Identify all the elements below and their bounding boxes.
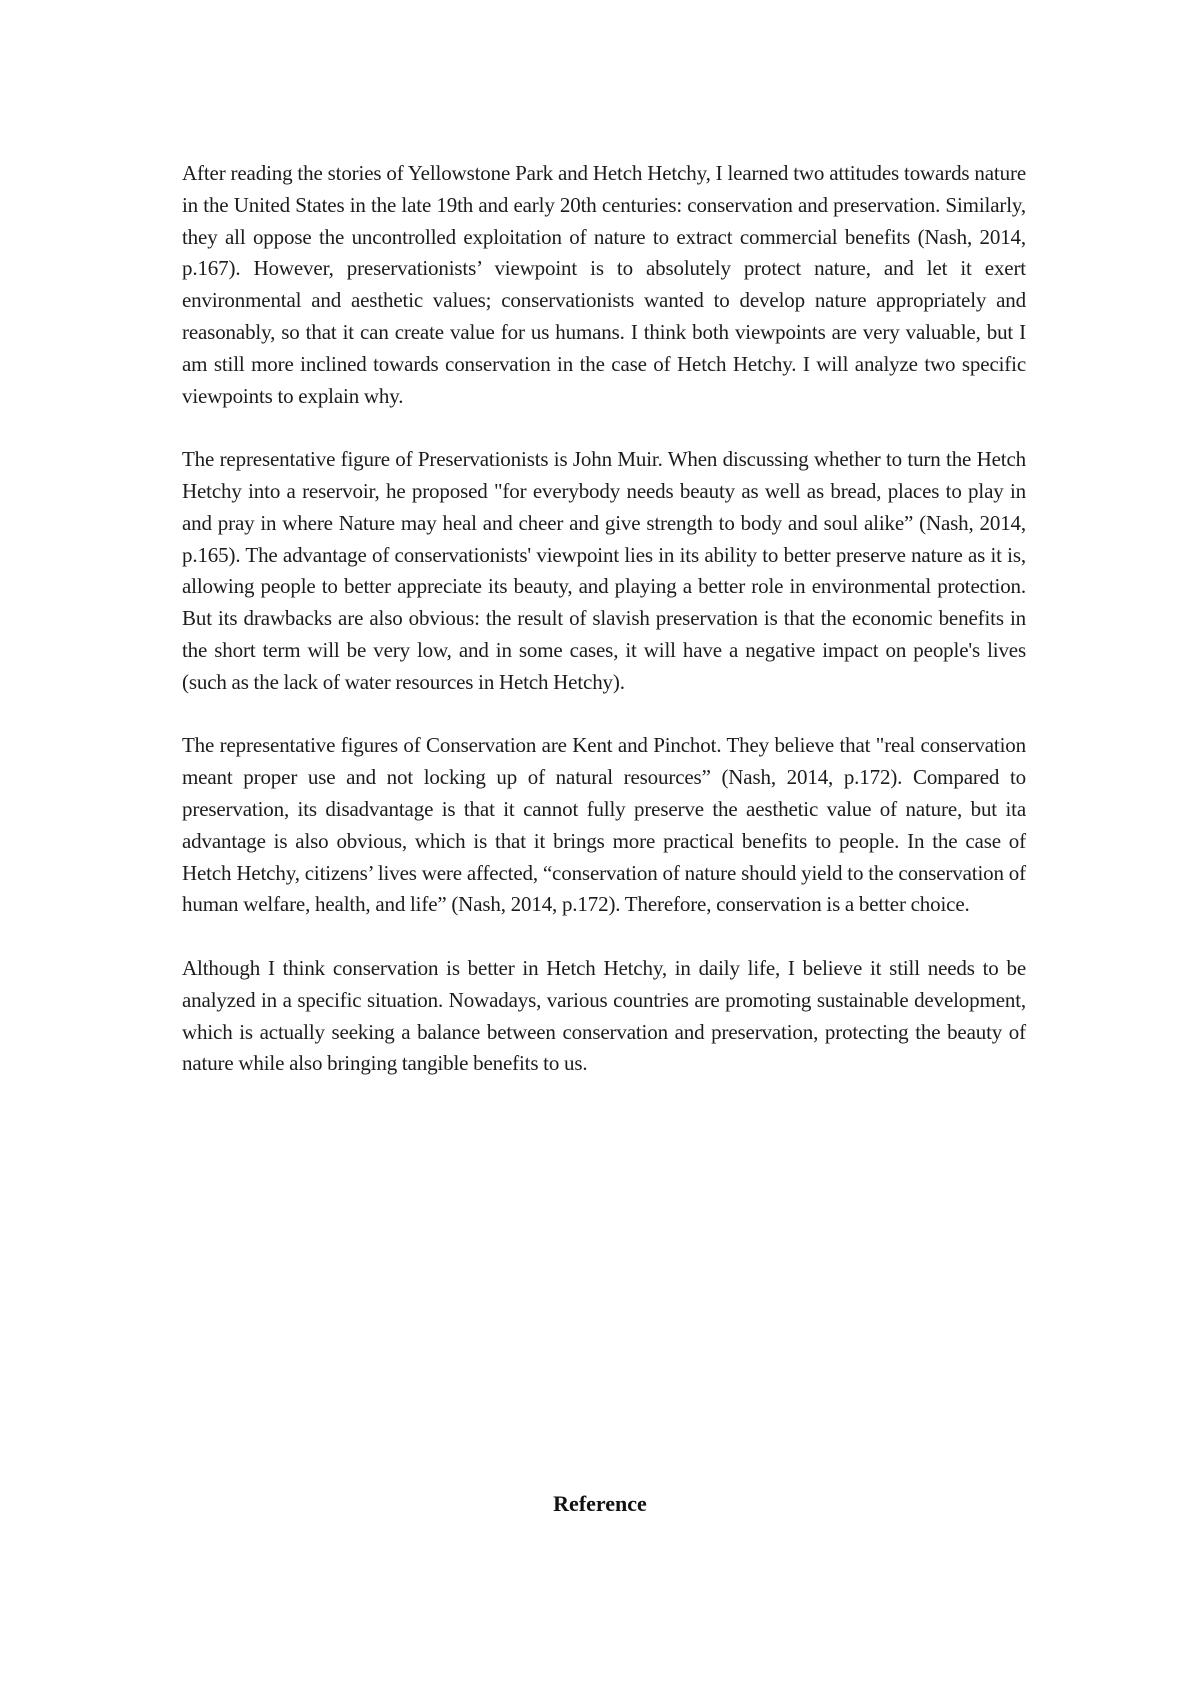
paragraph-conservation: The representative figures of Conservation are Kent and Pinchot. They believe that "real conservation meant proper use and not locking up of natural resources” (Nash, 2014, p.172). Compared to preservation, its disadvantage is that it cannot fully preserve the aesthetic value of nature, but ita advantage is also obvious, which is that it brings more practical benefits to people. In the case of Hetch Hetchy, citizens’ lives were affected, “conservation of nature should yield to the conservation of human welfare, health, and life” (Nash, 2014, p.172). Therefore, conservation is a better choice.: [182, 733, 1026, 917]
paragraph-intro: After reading the stories of Yellowstone Park and Hetch Hetchy, I learned two attitudes towards nature in the United States in the late 19th and early 20th centuries: conservation and preservation. Similarly, they all oppose the uncontrolled exploitation of nature to extract commercial benefits (Nash, 2014, p.167). However, preservationists’ viewpoint is to absolutely protect nature, and let it exert environmental and aesthetic values; conservationists wanted to develop nature appropriately and reasonably, so that it can create value for us humans. I think both viewpoints are very valuable, but I am still more inclined towards conservation in the case of Hetch Hetchy. I will analyze two specific viewpoints to explain why.: [182, 161, 1026, 408]
paragraph-preservation: The representative figure of Preservationists is John Muir. When discussing whether to turn the Hetch Hetchy into a reservoir, he proposed "for everybody needs beauty as well as bread, places to play in and pray in where Nature may heal and cheer and give strength to body and soul alike” (Nash, 2014, p.165). The advantage of conservationists' viewpoint lies in its ability to better preserve nature as it is, allowing people to better appreciate its beauty, and playing a better role in environmental protection. But its drawbacks are also obvious: the result of slavish preservation is that the economic benefits in the short term will be very low, and in some cases, it will have a negative impact on people's lives (such as the lack of water resources in Hetch Hetchy).: [182, 447, 1026, 694]
paragraph-conclusion: Although I think conservation is better in Hetch Hetchy, in daily life, I believe it still needs to be analyzed in a specific situation. Nowadays, various countries are promoting sustainable development, which is actually seeking a balance between conservation and preservation, protecting the beauty of nature while also bringing tangible benefits to us.: [182, 955, 1026, 1076]
essay-body: [182, 158, 1026, 1112]
reference-heading: Reference: [553, 1491, 647, 1516]
